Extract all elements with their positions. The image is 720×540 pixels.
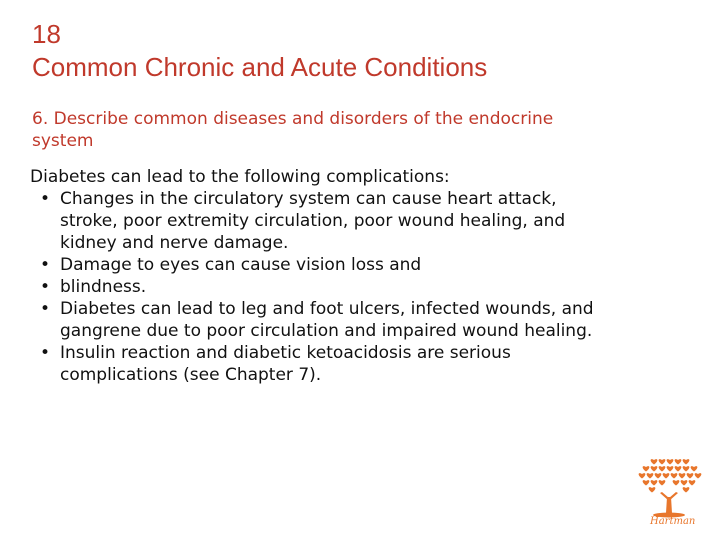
slide-subtitle (32, 108, 672, 152)
heart-icon (671, 473, 678, 478)
list-item (30, 188, 700, 254)
heart-icon (675, 466, 682, 471)
heart-icon (659, 480, 666, 485)
heart-icon (659, 459, 666, 464)
heart-icon (695, 473, 702, 478)
heart-icon (683, 466, 690, 471)
list-item-line: Damage to eyes can cause vision loss and (60, 255, 422, 275)
list-item-line: blindness. (60, 277, 147, 297)
bullet-icon: • (39, 343, 51, 363)
heart-icon (651, 466, 658, 471)
heart-icon (667, 459, 674, 464)
heart-icon (667, 466, 674, 471)
intro-text: Diabetes can lead to the following complications: (30, 167, 450, 187)
heart-icon (651, 459, 658, 464)
logo-wordmark: Hartman (650, 516, 696, 527)
heart-icon (663, 473, 670, 478)
heart-icon (643, 480, 650, 485)
bullet-icon: • (39, 277, 51, 297)
chapter-title: Common Chronic and Acute Conditions (32, 52, 488, 82)
heart-icon (655, 473, 662, 478)
list-item (30, 254, 700, 276)
bullet-icon: • (39, 189, 51, 209)
chapter-number: 18 (32, 19, 61, 49)
list-item-line: complications (see Chapter 7). (60, 365, 322, 385)
heart-icon (659, 466, 666, 471)
heart-icon (687, 473, 694, 478)
bullet-icon: • (39, 299, 51, 319)
heart-icon (639, 473, 646, 478)
heart-icon (649, 487, 656, 492)
heart-icon (689, 480, 696, 485)
list-item-line: gangrene due to poor circulation and impaired wound healing. (60, 321, 593, 341)
list-item-line: Insulin reaction and diabetic ketoacidosis are serious (60, 343, 511, 363)
heart-icon (647, 473, 654, 478)
heart-icon (683, 487, 690, 492)
heart-icon (673, 480, 680, 485)
list-item-line: kidney and nerve damage. (60, 233, 289, 253)
list-item-line: Changes in the circulatory system can cause heart attack, (60, 189, 557, 209)
bullet-icon: • (39, 255, 51, 275)
list-item (30, 276, 700, 298)
heart-icon (691, 466, 698, 471)
heart-icon (683, 459, 690, 464)
list-item (30, 298, 700, 342)
subtitle-line-1: 6. Describe common diseases and disorders of the endocrine (32, 109, 554, 129)
heart-icon (643, 466, 650, 471)
subtitle-line-2: system (32, 131, 94, 151)
heart-icon (651, 480, 658, 485)
slide-body (30, 166, 700, 386)
list-item-line: Diabetes can lead to leg and foot ulcers, infected wounds, and (60, 299, 594, 319)
heart-icon (681, 480, 688, 485)
heart-icon (679, 473, 686, 478)
list-item (30, 342, 700, 386)
complications-list (30, 188, 700, 386)
list-item-line: stroke, poor extremity circulation, poor wound healing, and (60, 211, 566, 231)
heart-icon (675, 459, 682, 464)
slide-header (32, 18, 487, 84)
